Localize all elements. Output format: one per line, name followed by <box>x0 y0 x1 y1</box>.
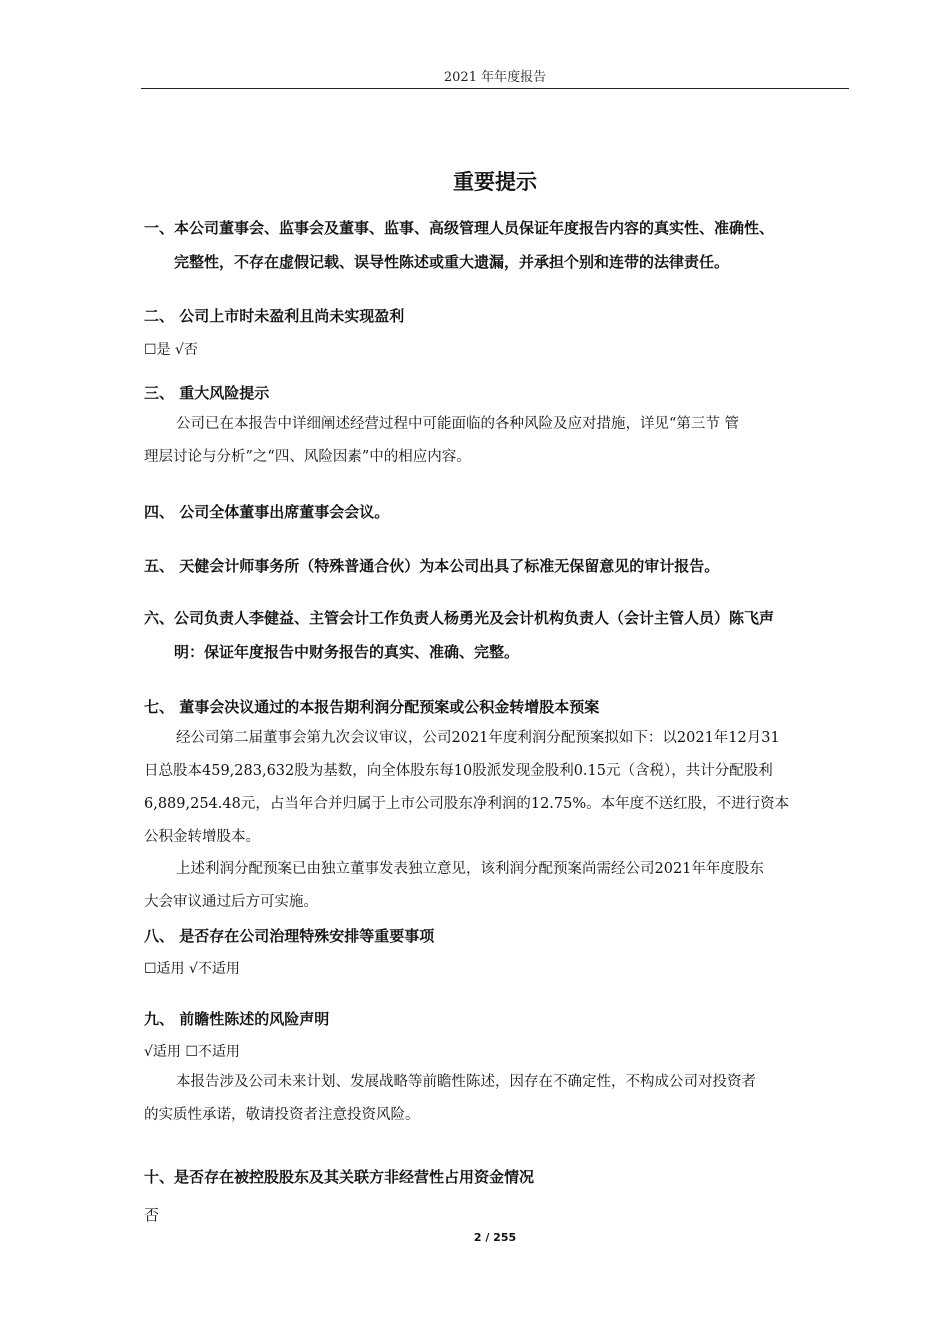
section-7-p1-line-2: 日总股本459,283,632股为基数，向全体股东每10股派发现金股利0.15元（含税），共计分配股利 <box>144 763 773 779</box>
section-7-p1-line-3: 6,889,254.48元，占当年合并归属于上市公司股东净利润的12.75%。本年度不送红股，不进行资本 <box>144 796 790 812</box>
section-9-body <box>144 1066 850 1132</box>
section-3-body <box>144 408 850 474</box>
section-9-options: √适用 ☐不适用 <box>144 1044 240 1060</box>
section-3-line-2: 理层讨论与分析”之“四、风险因素”中的相应内容。 <box>144 449 471 465</box>
section-4-heading: 四、 公司全体董事出席董事会会议。 <box>144 503 390 521</box>
section-7-p2-line-1: 上述利润分配预案已由独立董事发表独立意见，该利润分配预案尚需经公司2021年年度股东 <box>176 861 764 877</box>
section-1-line-1: 一、本公司董事会、监事会及董事、监事、高级管理人员保证年度报告内容的真实性、准确性、 <box>144 219 775 237</box>
section-8-options: ☐适用 √不适用 <box>144 961 240 977</box>
section-7-heading: 七、 董事会决议通过的本报告期利润分配预案或公积金转增股本预案 <box>144 698 600 716</box>
running-header: 2021 年年度报告 <box>443 70 547 85</box>
section-7-paragraph-1 <box>144 722 850 854</box>
section-1 <box>144 211 854 279</box>
section-6 <box>144 601 854 669</box>
section-6-line-2: 明：保证年度报告中财务报告的真实、准确、完整。 <box>174 643 520 661</box>
section-9-line-2: 的实质性承诺，敬请投资者注意投资风险。 <box>144 1107 420 1123</box>
section-7-p1-line-4: 公积金转增股本。 <box>144 829 260 845</box>
section-7-paragraph-2 <box>144 853 850 919</box>
section-1-line-2: 完整性，不存在虚假记载、误导性陈述或重大遗漏，并承担个别和连带的法律责任。 <box>174 253 730 271</box>
section-7-p2-line-2: 大会审议通过后方可实施。 <box>144 894 318 910</box>
section-3-heading: 三、 重大风险提示 <box>144 384 270 402</box>
section-10-heading: 十、是否存在被控股股东及其关联方非经营性占用资金情况 <box>144 1168 535 1186</box>
section-9-line-1: 本报告涉及公司未来计划、发展战略等前瞻性陈述，因存在不确定性，不构成公司对投资者 <box>176 1074 756 1090</box>
section-2-options: ☐是 √否 <box>144 342 198 358</box>
section-2-heading: 二、 公司上市时未盈利且尚未实现盈利 <box>144 307 405 325</box>
section-5-heading: 五、 天健会计师事务所（特殊普通合伙）为本公司出具了标准无保留意见的审计报告。 <box>144 557 720 575</box>
header-divider <box>141 88 849 89</box>
section-6-line-1: 六、公司负责人李健益、主管会计工作负责人杨勇光及会计机构负责人（会计主管人员）陈飞声 <box>144 609 775 627</box>
section-7-p1-line-1: 经公司第二届董事会第九次会议审议，公司2021年度利润分配预案拟如下：以2021年12月31 <box>176 730 780 746</box>
page-number: 2 / 255 <box>473 1231 517 1244</box>
page-title: 重要提示 <box>453 170 537 194</box>
section-8-heading: 八、 是否存在公司治理特殊安排等重要事项 <box>144 927 435 945</box>
section-3-line-1: 公司已在本报告中详细阐述经营过程中可能面临的各种风险及应对措施，详见“第三节 管 <box>176 416 740 432</box>
section-9-heading: 九、 前瞻性陈述的风险声明 <box>144 1010 330 1028</box>
section-10-answer: 否 <box>144 1206 160 1224</box>
